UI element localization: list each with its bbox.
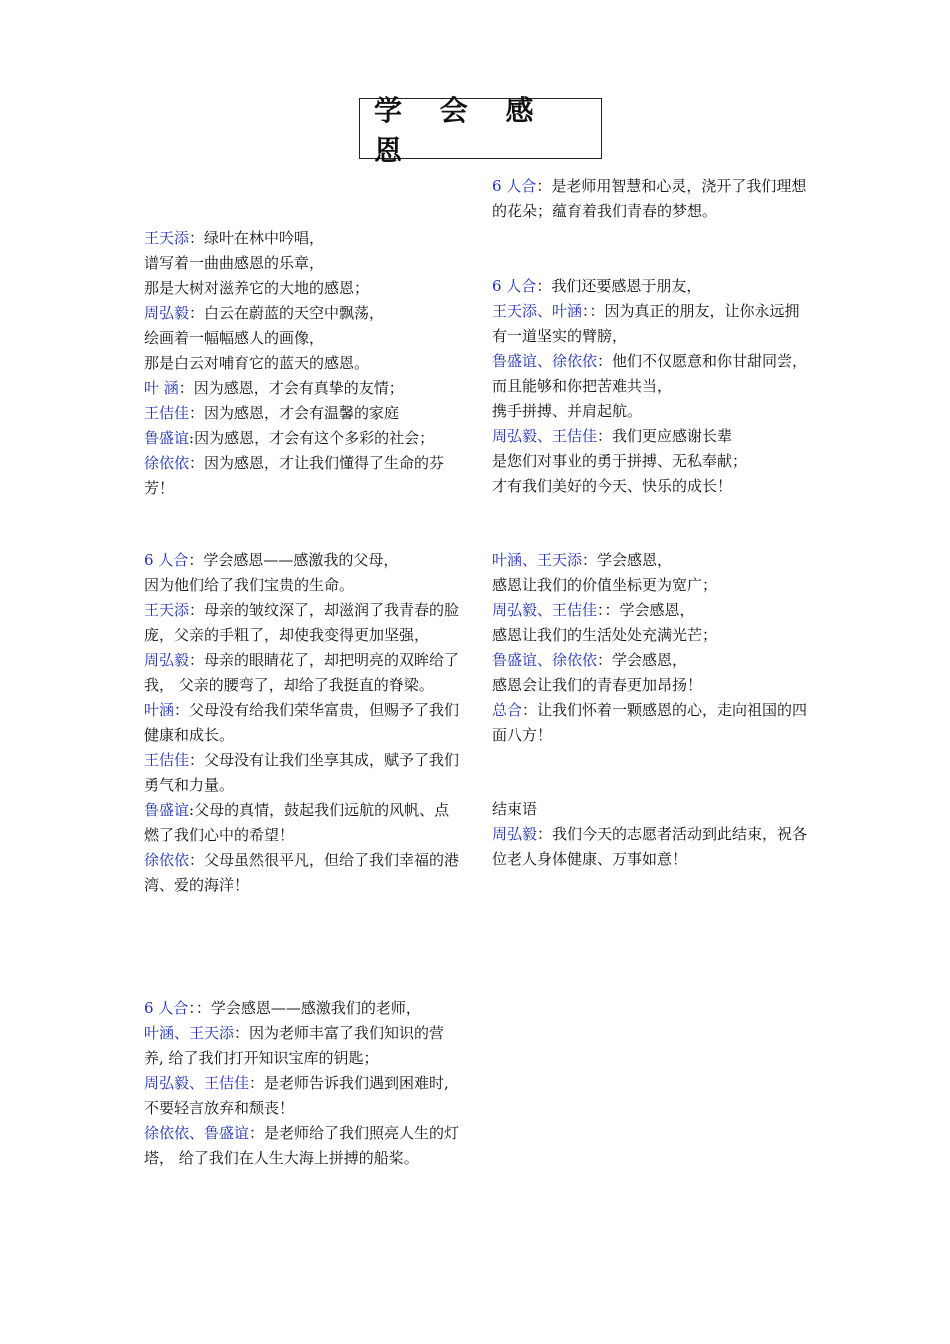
dialogue-text: ：绿叶在林中吟唱，: [189, 229, 325, 247]
dialogue-line: [144, 451, 462, 501]
dialogue-text: ：：因为真正的朋友，让你永远拥有一道坚实的臂膀，: [492, 302, 800, 345]
dialogue-text: ：我们今天的志愿者活动到此结束，祝各位老人身体健康、万事如意！: [492, 825, 808, 868]
dialogue-line: [492, 623, 812, 648]
right-block-1: [492, 274, 812, 499]
speaker-name: 6 人合: [492, 277, 537, 295]
speaker-name: 周弘毅: [144, 651, 190, 669]
dialogue-line: [144, 1021, 462, 1071]
dialogue-text: ：我们还要感恩于朋友，: [536, 277, 702, 295]
dialogue-line: [144, 648, 462, 698]
dialogue-text: ：母亲的眼睛花了，却把明亮的双眸给了我， 父亲的腰弯了，却给了我挺直的脊梁。: [144, 651, 460, 694]
dialogue-line: [144, 996, 462, 1021]
left-block-2: [144, 996, 462, 1171]
dialogue-line: [492, 399, 812, 424]
dialogue-line: [492, 548, 812, 573]
dialogue-text: 绘画着一幅幅感人的画像，: [144, 329, 325, 347]
speaker-name: 王天添: [144, 601, 190, 619]
speaker-name: 周弘毅: [144, 304, 190, 322]
dialogue-text: 感恩让我们的价值坐标更为宽广；: [492, 576, 718, 594]
right-block-3: [492, 797, 812, 872]
dialogue-line: [144, 748, 462, 798]
dialogue-text: ：因为感恩，才会有真挚的友情；: [178, 379, 404, 397]
dialogue-text: ：是老师告诉我们遇到困难时, 不要轻言放弃和颓丧！: [144, 1074, 449, 1117]
dialogue-line: [492, 822, 812, 872]
dialogue-text: ：父母没有让我们坐享其成，赋予了我们勇气和力量。: [144, 751, 460, 794]
dialogue-text: ：父母没有给我们荣华富贵，但赐予了我们健康和成长。: [144, 701, 460, 744]
speaker-name: 鲁盛谊: [144, 801, 190, 819]
dialogue-text: ：因为老师丰富了我们知识的营养, 给了我们打开知识宝库的钥匙；: [144, 1024, 445, 1067]
dialogue-text: 谱写着一曲曲感恩的乐章，: [144, 254, 325, 272]
dialogue-text: ：让我们怀着一颗感恩的心，走向祖国的四面八方！: [492, 701, 808, 744]
dialogue-line: [492, 274, 812, 299]
dialogue-line: [492, 174, 812, 224]
dialogue-line: [492, 648, 812, 673]
dialogue-line: [492, 698, 812, 748]
dialogue-text: 携手拼搏、并肩起航。: [492, 402, 643, 420]
dialogue-line: [492, 349, 812, 399]
speaker-name: 叶 涵: [144, 379, 179, 397]
dialogue-text: 那是白云对哺育它的蓝天的感恩。: [144, 354, 370, 372]
dialogue-text: ：：学会感恩，: [597, 601, 695, 619]
dialogue-text: 是您们对事业的勇于拼搏、无私奉献；: [492, 452, 748, 470]
speaker-name: 徐依依: [144, 454, 190, 472]
left-block-1: [144, 548, 462, 898]
dialogue-text: ：学会感恩，: [582, 551, 673, 569]
dialogue-text: ：学会感恩，: [597, 651, 688, 669]
dialogue-text: 那是大树对滋养它的大地的感恩；: [144, 279, 370, 297]
dialogue-text: ：他们不仅愿意和你甘甜同尝，而且能够和你把苦难共当，: [492, 352, 808, 395]
dialogue-line: [492, 673, 812, 698]
dialogue-line: [144, 1121, 462, 1171]
speaker-name: 周弘毅、王佶佳: [492, 427, 598, 445]
dialogue-line: [144, 401, 462, 426]
speaker-name: 周弘毅、王佶佳: [144, 1074, 250, 1092]
dialogue-line: [144, 351, 462, 376]
dialogue-line: [144, 698, 462, 748]
dialogue-text: 感恩让我们的生活处处充满光芒；: [492, 626, 718, 644]
speaker-name: 鲁盛谊: [144, 429, 190, 447]
page-title: 学 会 感 恩: [374, 93, 548, 167]
dialogue-line: [492, 474, 812, 499]
dialogue-text: ：因为感恩，才会有温馨的家庭: [189, 404, 400, 422]
dialogue-line: [144, 573, 462, 598]
title-box: [359, 93, 602, 167]
speaker-name: 徐依依、鲁盛谊: [144, 1124, 250, 1142]
dialogue-line: [144, 376, 462, 401]
left-block-0: [144, 226, 462, 501]
dialogue-text: ：白云在蔚蓝的天空中飘荡，: [189, 304, 385, 322]
dialogue-text: ：因为感恩，才让我们懂得了生命的芬芳！: [144, 454, 445, 497]
speaker-name: 6 人合: [492, 177, 537, 195]
dialogue-text: 才有我们美好的今天、快乐的成长！: [492, 477, 733, 495]
speaker-name: 王天添: [144, 229, 190, 247]
speaker-name: 叶涵、王天添: [144, 1024, 235, 1042]
speaker-name: 叶涵、王天添: [492, 551, 583, 569]
speaker-name: 鲁盛谊、徐依依: [492, 352, 598, 370]
speaker-name: 6 人合: [144, 999, 189, 1017]
dialogue-line: [492, 573, 812, 598]
dialogue-line: [492, 797, 812, 822]
right-block-0: [492, 174, 812, 224]
dialogue-line: [144, 251, 462, 276]
dialogue-line: [144, 548, 462, 573]
dialogue-line: [492, 598, 812, 623]
speaker-name: 王佶佳: [144, 404, 190, 422]
dialogue-line: [144, 426, 462, 451]
dialogue-line: [144, 301, 462, 326]
speaker-name: 王佶佳: [144, 751, 190, 769]
dialogue-text: 结束语: [492, 800, 538, 818]
dialogue-text: 感恩会让我们的青春更加昂扬！: [492, 676, 703, 694]
dialogue-text: ：是老师给了我们照亮人生的灯塔， 给了我们在人生大海上拼搏的船桨。: [144, 1124, 460, 1167]
speaker-name: 周弘毅: [492, 825, 538, 843]
dialogue-text: ：母亲的皱纹深了，却滋润了我青春的脸庞，父亲的手粗了，却使我变得更加坚强，: [144, 601, 460, 644]
speaker-name: 总合: [492, 701, 523, 719]
speaker-name: 徐依依: [144, 851, 190, 869]
speaker-name: 鲁盛谊、徐依依: [492, 651, 598, 669]
dialogue-line: [144, 226, 462, 251]
dialogue-line: [144, 848, 462, 898]
dialogue-text: :父母的真情，鼓起我们远航的风帆、点燃了我们心中的希望！: [144, 801, 450, 844]
right-block-2: [492, 548, 812, 748]
dialogue-line: [144, 598, 462, 648]
speaker-name: 叶涵: [144, 701, 175, 719]
dialogue-line: [492, 299, 812, 349]
dialogue-line: [144, 1071, 462, 1121]
dialogue-line: [144, 326, 462, 351]
dialogue-line: [144, 276, 462, 301]
speaker-name: 王天添、叶涵: [492, 302, 583, 320]
dialogue-text: 因为他们给了我们宝贵的生命。: [144, 576, 355, 594]
dialogue-text: ：父母虽然很平凡，但给了我们幸福的港湾、爱的海洋！: [144, 851, 460, 894]
speaker-name: 周弘毅、王佶佳: [492, 601, 598, 619]
dialogue-text: :因为感恩，才会有这个多彩的社会；: [189, 429, 435, 447]
speaker-name: 6 人合: [144, 551, 189, 569]
dialogue-text: ：学会感恩——感激我的父母，: [188, 551, 399, 569]
dialogue-line: [492, 424, 812, 449]
dialogue-text: ：我们更应感谢长辈: [597, 427, 733, 445]
dialogue-line: [492, 449, 812, 474]
dialogue-text: ：：学会感恩——感激我们的老师，: [188, 999, 421, 1017]
dialogue-text: ：是老师用智慧和心灵，浇开了我们理想的花朵；蕴育着我们青春的梦想。: [492, 177, 807, 220]
dialogue-line: [144, 798, 462, 848]
